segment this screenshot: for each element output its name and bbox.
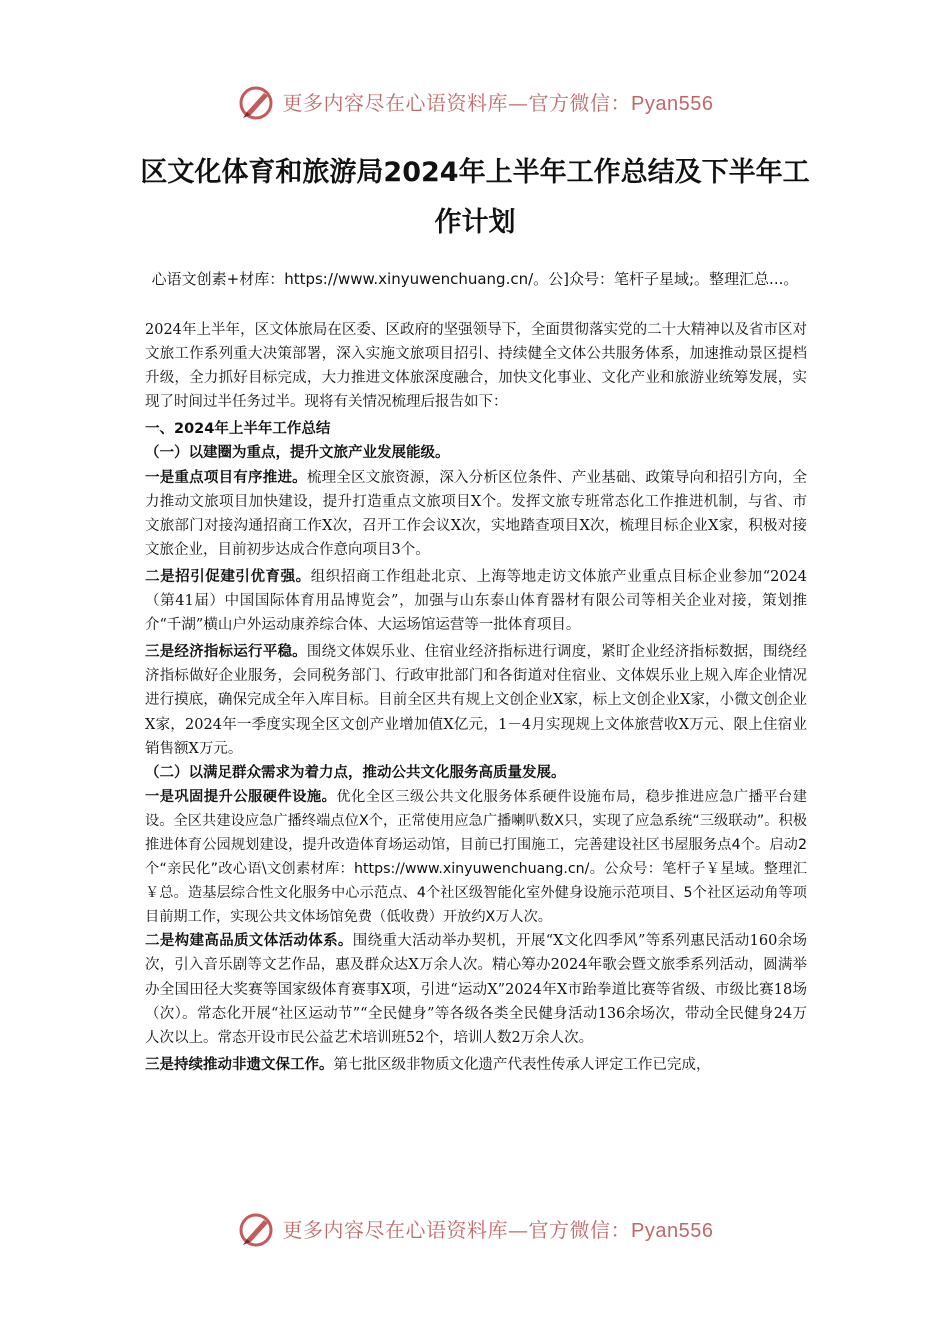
pen-logo-icon (237, 84, 275, 122)
banner-message: 更多内容尽在心语资料库—官方微信： (282, 90, 632, 115)
intro-paragraph: 2024年上半年，区文体旅局在区委、区政府的坚强领导下，全面贯彻落实党的二十大精神以及省市区对文旅工作系列重大决策部署，深入实施文旅项目招引、持续健全文体公共服务体系，加速推动景区提档升级，全力抓好目标完成，大力推进文体旅深度融合，加快文化事业、文化产业和旅游业统筹发展，实现了时间过半任务过半。现将有关情况梳理后报告如下： (145, 322, 807, 411)
paragraph-text: 围绕文体娱乐业、住宿业经济指标进行调度，紧盯企业经济指标数据，围绕经济指标做好企业服务，会同税务部门、行政审批部门和各街道对住宿业、文体娱乐业上规入库企业情况进行摸底，确保完成全年入库目标。目前全区共有规上文创企业X家，标上文创企业X家，小微文创企业X家，2024年一季度实现全区文创产业增加值X亿元，1－4月实现规上文体旅营收X万元、限上住宿业销售额X万元。 (145, 644, 807, 757)
bottom-watermark-banner (0, 1207, 950, 1253)
paragraph-2-3 (145, 1053, 807, 1077)
pen-logo-icon (237, 1211, 275, 1249)
document-title: 区文化体育和旅游局2024年上半年工作总结及下半年工作计划 (140, 157, 810, 238)
paragraph-1-1 (145, 466, 807, 562)
banner-wechat-id: Pyan556 (631, 92, 714, 115)
subsection-heading-1: （一）以建圈为重点，提升文旅产业发展能级。 (145, 445, 450, 462)
paragraph-1-3 (145, 640, 807, 760)
section-heading: 一、2024年上半年工作总结 (145, 421, 331, 438)
paragraph-lead: 一是重点项目有序推进。 (145, 469, 307, 486)
banner-wechat-id: Pyan556 (631, 1219, 714, 1242)
paragraph-2-1 (145, 785, 807, 930)
paragraph-lead: 三是经济指标运行平稳。 (145, 644, 307, 661)
paragraph-2-2 (145, 929, 807, 1049)
paragraph-lead: 三是持续推动非遗文保工作。 (145, 1056, 334, 1073)
paragraph-text: 围绕重大活动举办契机，开展“X文化四季风”等系列惠民活动160余场次，引入音乐剧等文艺作品，惠及群众达X万余人次。精心筹办2024年歌会暨文旅季系列活动，圆满举办全国田径大奖赛等国家级体育赛事X项，引进“运动X”2024年X市跆拳道比赛等省级、市级比赛18场（次）。常态化开展“社区运动节”“全民健身”等各级各类全民健身活动136余场次，带动全民健身24万人次以上。常态开设市民公益艺术培训班52个，培训人数2万余人次。 (145, 933, 807, 1046)
paragraph-text: 第七批区级非物质文化遗产代表性传承人评定工作已完成， (333, 1056, 711, 1073)
paragraph-text: 组织招商工作组赴北京、上海等地走访文体旅产业重点目标企业参加“2024（第41届）中国国际体育用品博览会”，加强与山东泰山体育器材有限公司等相关企业对接，策划推介“千湖”横山户外运动康养综合体、大运场馆运营等一批体育项目。 (145, 568, 808, 634)
paragraph-lead: 二是招引促建引优育强。 (145, 568, 311, 585)
banner-text (282, 1217, 714, 1242)
paragraph-lead: 一是巩固提升公服硬件设施。 (145, 788, 337, 805)
paragraph-text: 优化全区三级公共文化服务体系硬件设施布局，稳步推进应急广播平台建设。全区共建设应急广播终端点位X个，正常使用应急广播喇叭数X只，实现了应急系统“三级联动”。积极推进体育公园规划建设，提升改造体育场运动馆，目前已打围施工，完善建设社区书屋服务点4个。启动2个“亲民化”改心语\文创素材库：https://www.xinyuwenchuang.cn/。公众号：笔杆子￥星域。整理汇￥总。造基层综合性文化服务中心示范点、4个社区级智能化室外健身设施示范项目、5个社区运动角等项目前期工作，实现公共文体场馆免费（低收费）开放约X万人次。 (145, 788, 807, 926)
document-body (145, 318, 807, 1077)
banner-message: 更多内容尽在心语资料库—官方微信： (282, 1217, 632, 1242)
source-note: 心语文创素+材库：https://www.xinyuwenchuang.cn/。公]众号：笔杆子星域;。整理汇总...。 (151, 270, 799, 288)
paragraph-lead: 二是构建高品质文体活动体系。 (145, 933, 353, 950)
subsection-heading-2: （二）以满足群众需求为着力点，推动公共文化服务高质量发展。 (145, 764, 566, 781)
paragraph-text: 梳理全区文旅资源，深入分析区位条件、产业基础、政策导向和招引方向，全力推动文旅项目加快建设，提升打造重点文旅项目X个。发挥文旅专班常态化工作推进机制，与省、市文旅部门对接沟通招商工作X次，召开工作会议X次，实地踏查项目X次，梳理目标企业X家，积极对接文旅企业，目前初步达成合作意向项目3个。 (145, 469, 807, 558)
banner-text (282, 90, 714, 115)
top-watermark-banner (0, 80, 950, 126)
paragraph-1-2 (145, 565, 807, 637)
